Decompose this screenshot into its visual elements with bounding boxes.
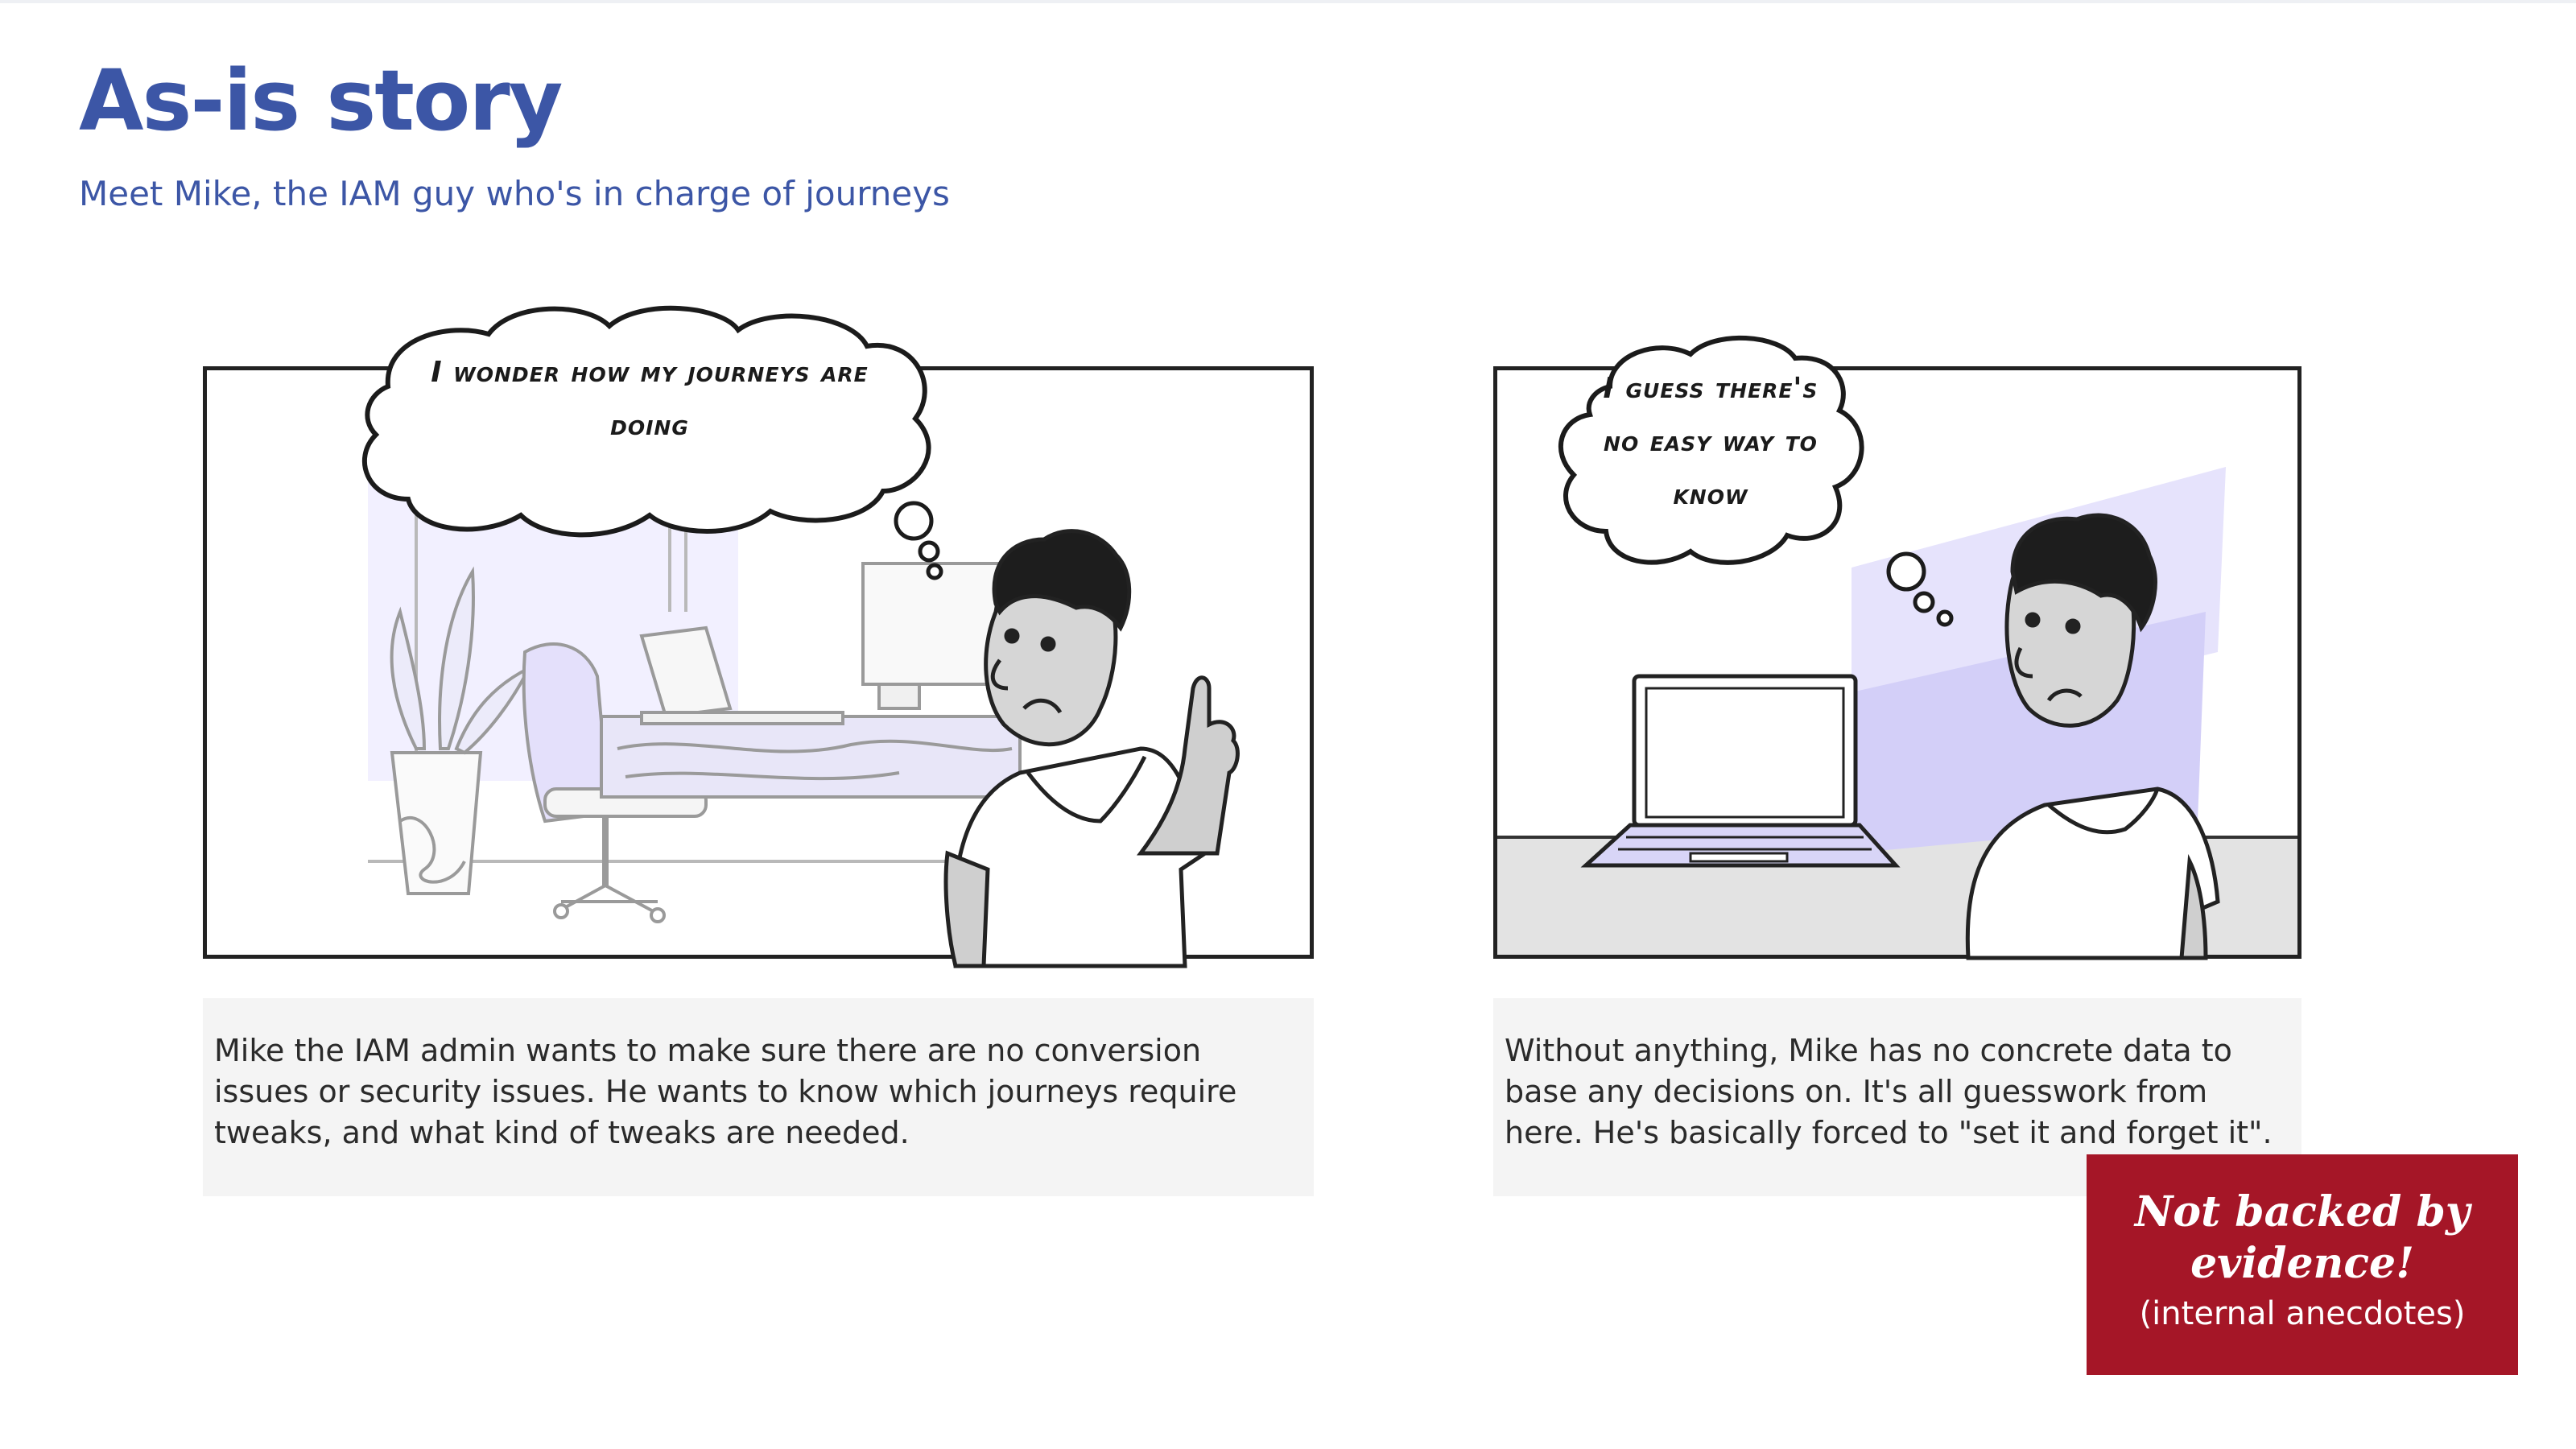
disclaimer-title: Not backed by evidence! [2134, 1187, 2471, 1288]
slide-title: As-is story [79, 52, 562, 150]
thought-bubble-1 [207, 370, 1318, 963]
storyboard-panel-1 [203, 356, 1314, 959]
top-divider [0, 0, 2576, 3]
panel-1-caption: Mike the IAM admin wants to make sure there are no conversion issues or security issues. He wants to know which journeys require tweaks, and what kind of tweaks are needed. [203, 998, 1314, 1196]
thought-text-2: I guess there's no easy way to know [1603, 372, 1818, 511]
disclaimer-badge [2087, 1154, 2518, 1375]
panel-2-caption: Without anything, Mike has no concrete data to base any decisions on. It's all guesswork from here. He's basically forced to "set it and forget it". [1493, 998, 2301, 1196]
thought-text-1: I wonder how my journeys are doing [431, 356, 869, 442]
storyboard-panel-2 [1493, 366, 2301, 959]
disclaimer-note: (internal anecdotes) [2139, 1295, 2466, 1332]
slide-subtitle: Meet Mike, the IAM guy who's in charge of journeys [79, 174, 950, 213]
